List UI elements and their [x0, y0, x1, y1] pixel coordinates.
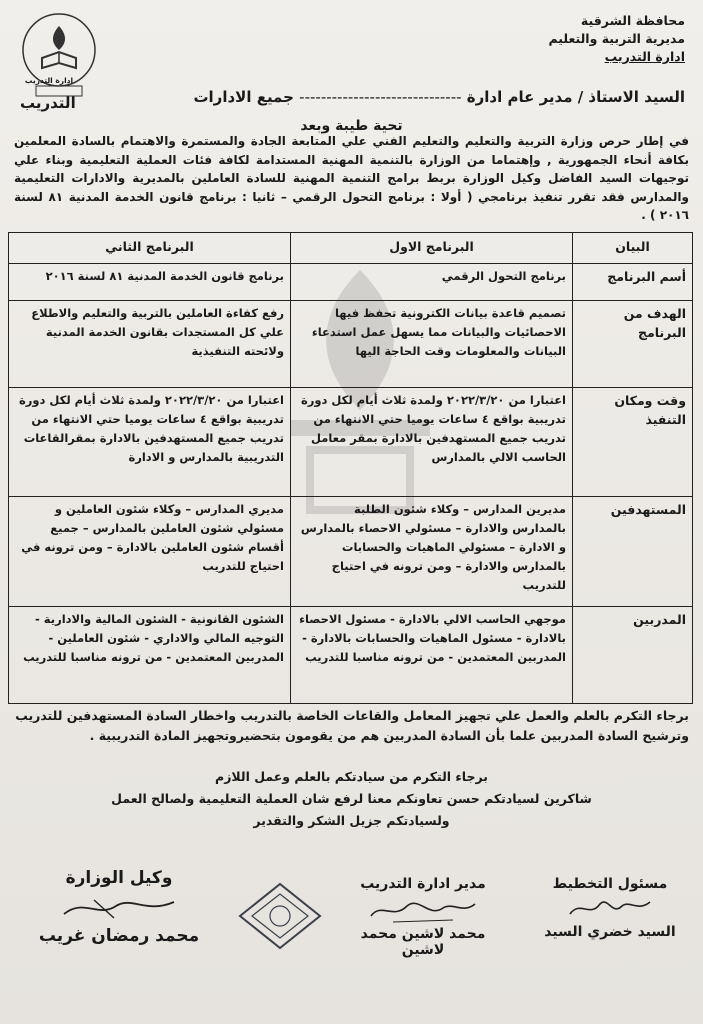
program-one-cell: موجهي الحاسب الالي بالادارة - مسئول الاحصاء بالادارة - مسئول الماهيات والحسابات بالادارة - المدربين المعتمدين - من ترونه مناسبا للتدريب [291, 607, 573, 704]
program-one-cell: اعتبارا من ٢٠٢٢/٣/٢٠ ولمدة ثلاث أيام لكل دورة تدريبية بواقع ٤ ساعات يوميا حتي الانتهاء من تدريب جميع المستهدفين بالادارة بمقر معامل الحاسب الالي بالمدارس [291, 387, 573, 497]
directorate-name: مديرية التربية والتعليم [548, 31, 685, 46]
signature-role: مسئول التخطيط [552, 876, 668, 892]
handwritten-signature-icon [560, 892, 660, 924]
signature-undersecretary [34, 868, 204, 946]
signature-name: محمد لاشين محمد لاشين [360, 926, 486, 958]
row-label: وقت ومكان التنفيذ [573, 387, 693, 497]
addressee-suffix: جميع الادارات [193, 88, 294, 106]
training-label: التدريب [20, 94, 76, 112]
program-one-cell: تصميم قاعدة بيانات الكترونية تحفظ فيها الاحصائيات والبيانات مما يسهل عمل استدعاء البيانات والمعلومات وقت الحاجة اليها [291, 301, 573, 387]
program-two-cell: اعتبارا من ٢٠٢٢/٣/٢٠ ولمدة ثلاث أيام لكل دورة تدريبية بواقع ٤ ساعات يوميا حتي الانتهاء من تدريب جميع المستهدفين بالادارة بمقرالقاعات التدريبية بالمدارس و الادارة [9, 387, 291, 497]
signature-role: مدير ادارة التدريب [360, 876, 486, 892]
signature-role: وكيل الوزارة [65, 868, 173, 888]
signature-planning [535, 876, 685, 940]
table-row [9, 607, 693, 704]
table-header-row [9, 233, 693, 264]
signature-name: السيد خضري السيد [544, 924, 676, 940]
letterhead [548, 12, 685, 66]
closing-lines [0, 766, 703, 832]
row-label: أسم البرنامج [573, 263, 693, 301]
table-row [9, 497, 693, 607]
table-row [9, 301, 693, 387]
signature-training-director [343, 876, 503, 958]
intro-paragraph: في إطار حرص وزارة التربية والتعليم والتعليم الفني علي المتابعة الجادة والمستمرة والاهتمام بالسادة المعلمين بكافة أنحاء الجمهورية , وإهتماما من الوزارة بالتنمية المهنية المستدامة لكافة فئات العملية التعليمية وبناء علي توجيهات السيد الفاضل وكيل الوزارة بربط برامج التنمية المهنية للسادة العاملين بالمديرية والادارات التعليمية والمدارس فقد تقرر تنفيذ برنامجي ( أولا : برنامج التحول الرقمي – ثانيا : برنامج قانون الخدمة المدنية ٨١ لسنة ٢٠١٦ ) . [14, 134, 689, 222]
logo-caption: ادارة التدريب [24, 76, 74, 85]
addressee-dashes: ------------------------------ [299, 88, 462, 106]
row-label: الهدف من البرنامج [573, 301, 693, 387]
program-one-cell: برنامج التحول الرقمي [291, 263, 573, 301]
program-one-cell: مديرين المدارس – وكلاء شئون الطلبة بالمدارس والادارة – مسئولي الاحصاء بالمدارس و الادارة – مسئولي الماهيات والحسابات بالمدارس والادارة – ومن ترونه في احتياج للتدريب [291, 497, 573, 607]
greeting: تحية طيبة وبعد [300, 118, 403, 134]
header-program-two: البرنامج الثاني [9, 233, 291, 264]
header-program-one: البرنامج الاول [291, 233, 573, 264]
closing-paragraph: برجاء التكرم بالعلم والعمل علي تجهيز المعامل والقاعات الخاصة بالتدريب واخطار السادة المستهدفين للتدريب وترشيح السادة المدربين علما بأن السادة المدربين هم من يقومون بتحضيروتجهيز المادة التدريبية . [15, 708, 689, 743]
closing-line: شاكرين لسيادتكم حسن تعاونكم معنا لرفع شان العملية التعليمية ولصالح العمل [111, 791, 592, 806]
closing-line: ولسيادتكم جزيل الشكر والتقدير [253, 813, 450, 828]
program-two-cell: مديري المدارس – وكلاء شئون العاملين و مسئولي شئون العاملين بالمدارس – جميع أقسام شئون العاملين بالادارة – ومن ترونه في احتياج للتدريب [9, 497, 291, 607]
table-row [9, 387, 693, 497]
header-statement: البيان [573, 233, 693, 264]
program-two-cell: الشئون القانونية - الشئون المالية والادارية - التوجيه المالي والاداري - شئون العاملين - المدربين المعتمدين - من ترونه مناسبا للتدريب [9, 607, 291, 704]
addressee-line [193, 88, 685, 106]
department-name: ادارة التدريب [604, 49, 685, 64]
table-row [9, 263, 693, 301]
row-label: المدربين [573, 607, 693, 704]
program-two-cell: برنامج قانون الخدمة المدنية ٨١ لسنة ٢٠١٦ [9, 263, 291, 301]
governorate-name: محافظة الشرقية [580, 13, 685, 28]
closing-line: برجاء التكرم من سيادتكم بالعلم وعمل اللازم [215, 769, 488, 784]
program-two-cell: رفع كفاءة العاملين بالتربية والتعليم والاطلاع علي كل المستجدات بقانون الخدمة المدنية ولائحته التنفيذية [9, 301, 291, 387]
handwritten-signature-icon [54, 888, 184, 926]
programs-table [8, 232, 693, 704]
row-label: المستهدفين [573, 497, 693, 607]
signature-name: محمد رمضان غريب [38, 926, 200, 946]
addressee-prefix: السيد الاستاذ / مدير عام ادارة [466, 88, 685, 106]
handwritten-signature-icon [363, 892, 483, 926]
official-stamp-icon [232, 878, 328, 954]
